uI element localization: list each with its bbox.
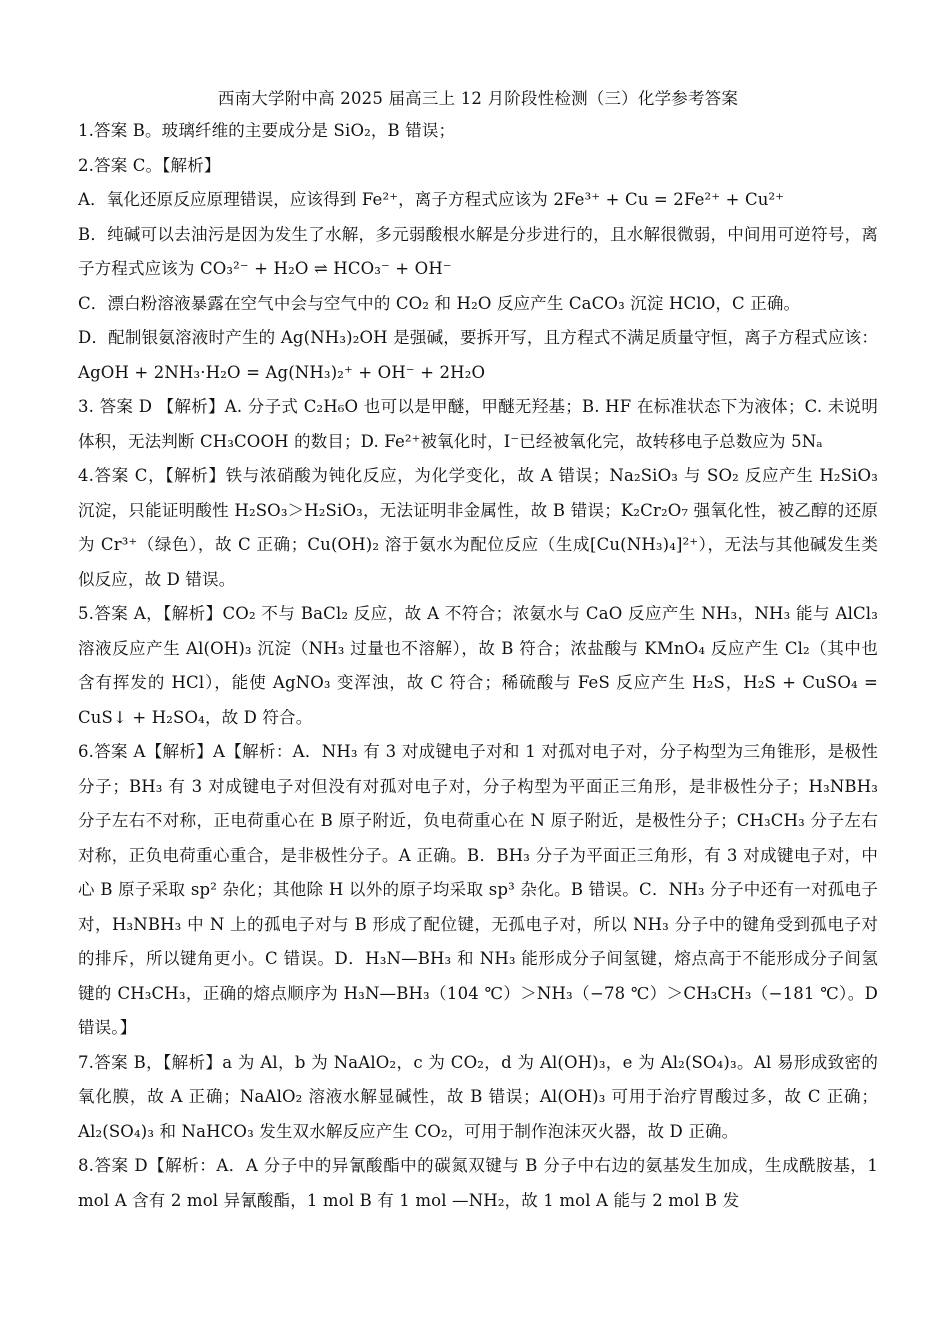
answer-2-option-c: C．漂白粉溶液暴露在空气中会与空气中的 CO₂ 和 H₂O 反应产生 CaCO₃ 沉淀 HClO，C 正确。: [78, 293, 801, 313]
answer-4: 4.答案 C，【解析】铁与浓硝酸为钝化反应，为化学变化，故 A 错误；Na₂SiO₃ 与 SO₂ 反应产生 H₂SiO₃ 沉淀，只能证明酸性 H₂SO₃＞H₂SiO₃，无法证明非金属性，故 B 错误；K₂Cr₂O₇ 强氧化性，被乙醇的还原为 Cr³⁺（绿色），故 C 正确；Cu(OH)₂ 溶于氨水为配位反应（生成[Cu(NH₃)₄]²⁺），无法与其他碱发生类似反应，故 D 错误。: [78, 466, 878, 589]
answer-7: 7.答案 B，【解析】a 为 Al，b 为 NaAlO₂，c 为 CO₂，d 为 Al(OH)₃，e 为 Al₂(SO₄)₃。Al 易形成致密的氧化膜，故 A 正确；NaAlO₂ 溶液水解显碱性，故 B 错误；Al(OH)₃ 可用于治疗胃酸过多，故 C 正确；Al₂(SO₄)₃ 和 NaHCO₃ 发生双水解反应产生 CO₂，可用于制作泡沫灭火器，故 D 正确。: [78, 1052, 878, 1141]
answer-2-option-b: B．纯碱可以去油污是因为发生了水解，多元弱酸根水解是分步进行的，且水解很微弱，中间用可逆符号，离子方程式应该为 CO₃²⁻ + H₂O ⇌ HCO₃⁻ + OH⁻: [78, 224, 878, 278]
answer-6: 6.答案 A【解析】A【解析：A．NH₃ 有 3 对成键电子对和 1 对孤对电子对，分子构型为三角锥形，是极性分子；BH₃ 有 3 对成键电子对但没有对孤对电子对，分子构型为平面正三角形，是非极性分子；H₃NBH₃ 分子左右不对称，正电荷重心在 B 原子附近，负电荷重心在 N 原子附近，是极性分子；CH₃CH₃ 分子左右对称，正负电荷重心重合，是非极性分子。A 正确。B．BH₃ 分子为平面正三角形，有 3 对成键电子对，中心 B 原子采取 sp² 杂化；其他除 H 以外的原子均采取 sp³ 杂化。B 错误。C．NH₃ 分子中还有一对孤电子对，H₃NBH₃ 中 N 上的孤电子对与 B 形成了配位键，无孤电子对，所以 NH₃ 分子中的键角受到孤电子对的排斥，所以键角更小。C 错误。D．H₃N—BH₃ 和 NH₃ 能形成分子间氢键，熔点高于不能形成分子间氢键的 CH₃CH₃，正确的熔点顺序为 H₃N—BH₃（104 ℃）＞NH₃（−78 ℃）＞CH₃CH₃（−181 ℃）。D 错误。】: [78, 742, 878, 1037]
answer-1: 1.答案 B。玻璃纤维的主要成分是 SiO₂，B 错误；: [78, 121, 456, 140]
answer-2-option-a: A．氧化还原反应原理错误，应该得到 Fe²⁺，离子方程式应该为 2Fe³⁺ + Cu = 2Fe²⁺ + Cu²⁺: [78, 190, 785, 209]
answer-5: 5.答案 A，【解析】CO₂ 不与 BaCl₂ 反应，故 A 不符合；浓氨水与 CaO 反应产生 NH₃，NH₃ 能与 AlCl₃ 溶液反应产生 Al(OH)₃ 沉淀（NH₃ 过量也不溶解），故 B 符合；浓盐酸与 KMnO₄ 反应产生 Cl₂（其中也含有挥发的 HCl），能使 AgNO₃ 变浑浊，故 C 符合；稀硫酸与 FeS 反应产生 H₂S，H₂S + CuSO₄ = CuS↓ + H₂SO₄，故 D 符合。: [78, 604, 878, 727]
document-title: 西南大学附中高 2025 届高三上 12 月阶段性检测（三）化学参考答案: [217, 89, 739, 108]
answer-2-heading: 2.答案 C。【解析】: [78, 155, 221, 175]
answer-8: 8.答案 D【解析：A．A 分子中的异氰酸酯中的碳氮双键与 B 分子中右边的氨基发生加成，生成酰胺基，1 mol A 含有 2 mol 异氰酸酯，1 mol B 有 1 mol —NH₂，故 1 mol A 能与 2 mol B 发: [78, 1156, 878, 1210]
answer-2-option-d: D．配制银氨溶液时产生的 Ag(NH₃)₂OH 是强碱，要拆开写，且方程式不满足质量守恒，离子方程式应该：AgOH + 2NH₃·H₂O = Ag(NH₃)₂⁺ + OH⁻ + 2H₂O: [78, 328, 878, 382]
answer-3: 3. 答案 D 【解析】A. 分子式 C₂H₆O 也可以是甲醚，甲醚无羟基；B. HF 在标准状态下为液体；C. 未说明体积，无法判断 CH₃COOH 的数目；D. Fe²⁺被氧化时，I⁻已经被氧化完，故转移电子总数应为 5Nₐ: [78, 397, 878, 451]
